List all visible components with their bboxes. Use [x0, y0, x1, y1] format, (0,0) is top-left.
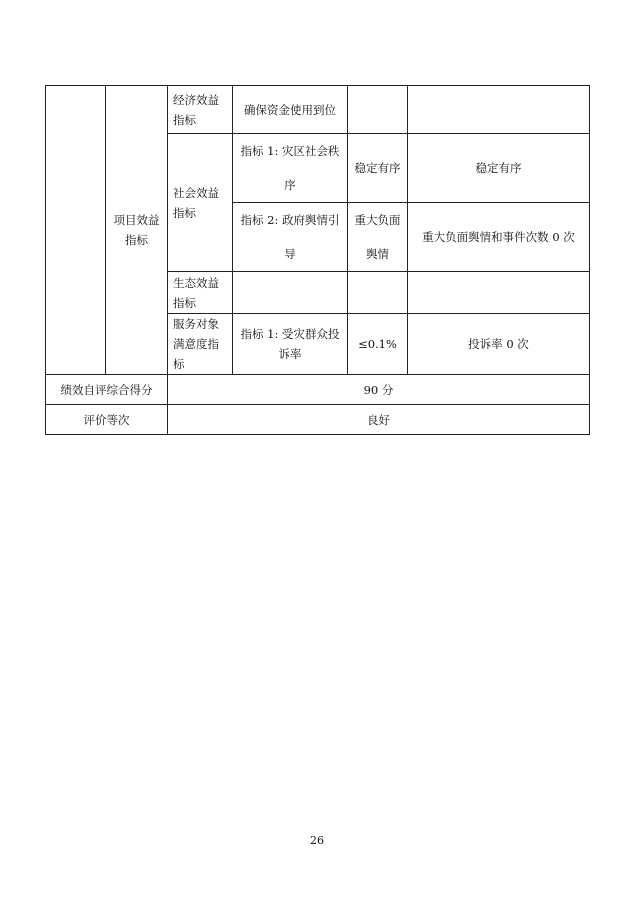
- grade-value: 良好: [168, 405, 590, 435]
- target-cell: [348, 86, 408, 134]
- indicator-cell: 指标 1: 受灾群众投诉率: [233, 314, 348, 375]
- target-cell: 稳定有序: [348, 134, 408, 203]
- indicator-type-cell: 社会效益指标: [168, 134, 233, 272]
- category-cell: [46, 86, 106, 375]
- target-cell: [348, 272, 408, 314]
- indicator-cell: 指标 2: 政府舆情引导: [233, 203, 348, 272]
- actual-cell: 稳定有序: [408, 134, 590, 203]
- page-number: 26: [310, 834, 324, 847]
- target-cell: ≤0.1%: [348, 314, 408, 375]
- grade-row: [46, 405, 590, 435]
- indicator-cell: [233, 272, 348, 314]
- target-cell: 重大负面舆情: [348, 203, 408, 272]
- performance-table: [45, 85, 590, 435]
- table-row: [46, 86, 590, 134]
- actual-cell: [408, 86, 590, 134]
- actual-cell: 投诉率 0 次: [408, 314, 590, 375]
- indicator-type-cell: 服务对象满意度指标: [168, 314, 233, 375]
- grade-label: 评价等次: [46, 405, 168, 435]
- sub-category-cell: [106, 86, 168, 375]
- score-value: 90 分: [168, 375, 590, 405]
- actual-cell: [408, 272, 590, 314]
- actual-cell: 重大负面舆情和事件次数 0 次: [408, 203, 590, 272]
- indicator-type-cell: 经济效益指标: [168, 86, 233, 134]
- score-label: 绩效自评综合得分: [46, 375, 168, 405]
- indicator-type-cell: 生态效益指标: [168, 272, 233, 314]
- score-row: [46, 375, 590, 405]
- indicator-cell: 指标 1: 灾区社会秩序: [233, 134, 348, 203]
- sub-category-label: 项目效益指标: [113, 213, 160, 247]
- indicator-cell: 确保资金使用到位: [233, 86, 348, 134]
